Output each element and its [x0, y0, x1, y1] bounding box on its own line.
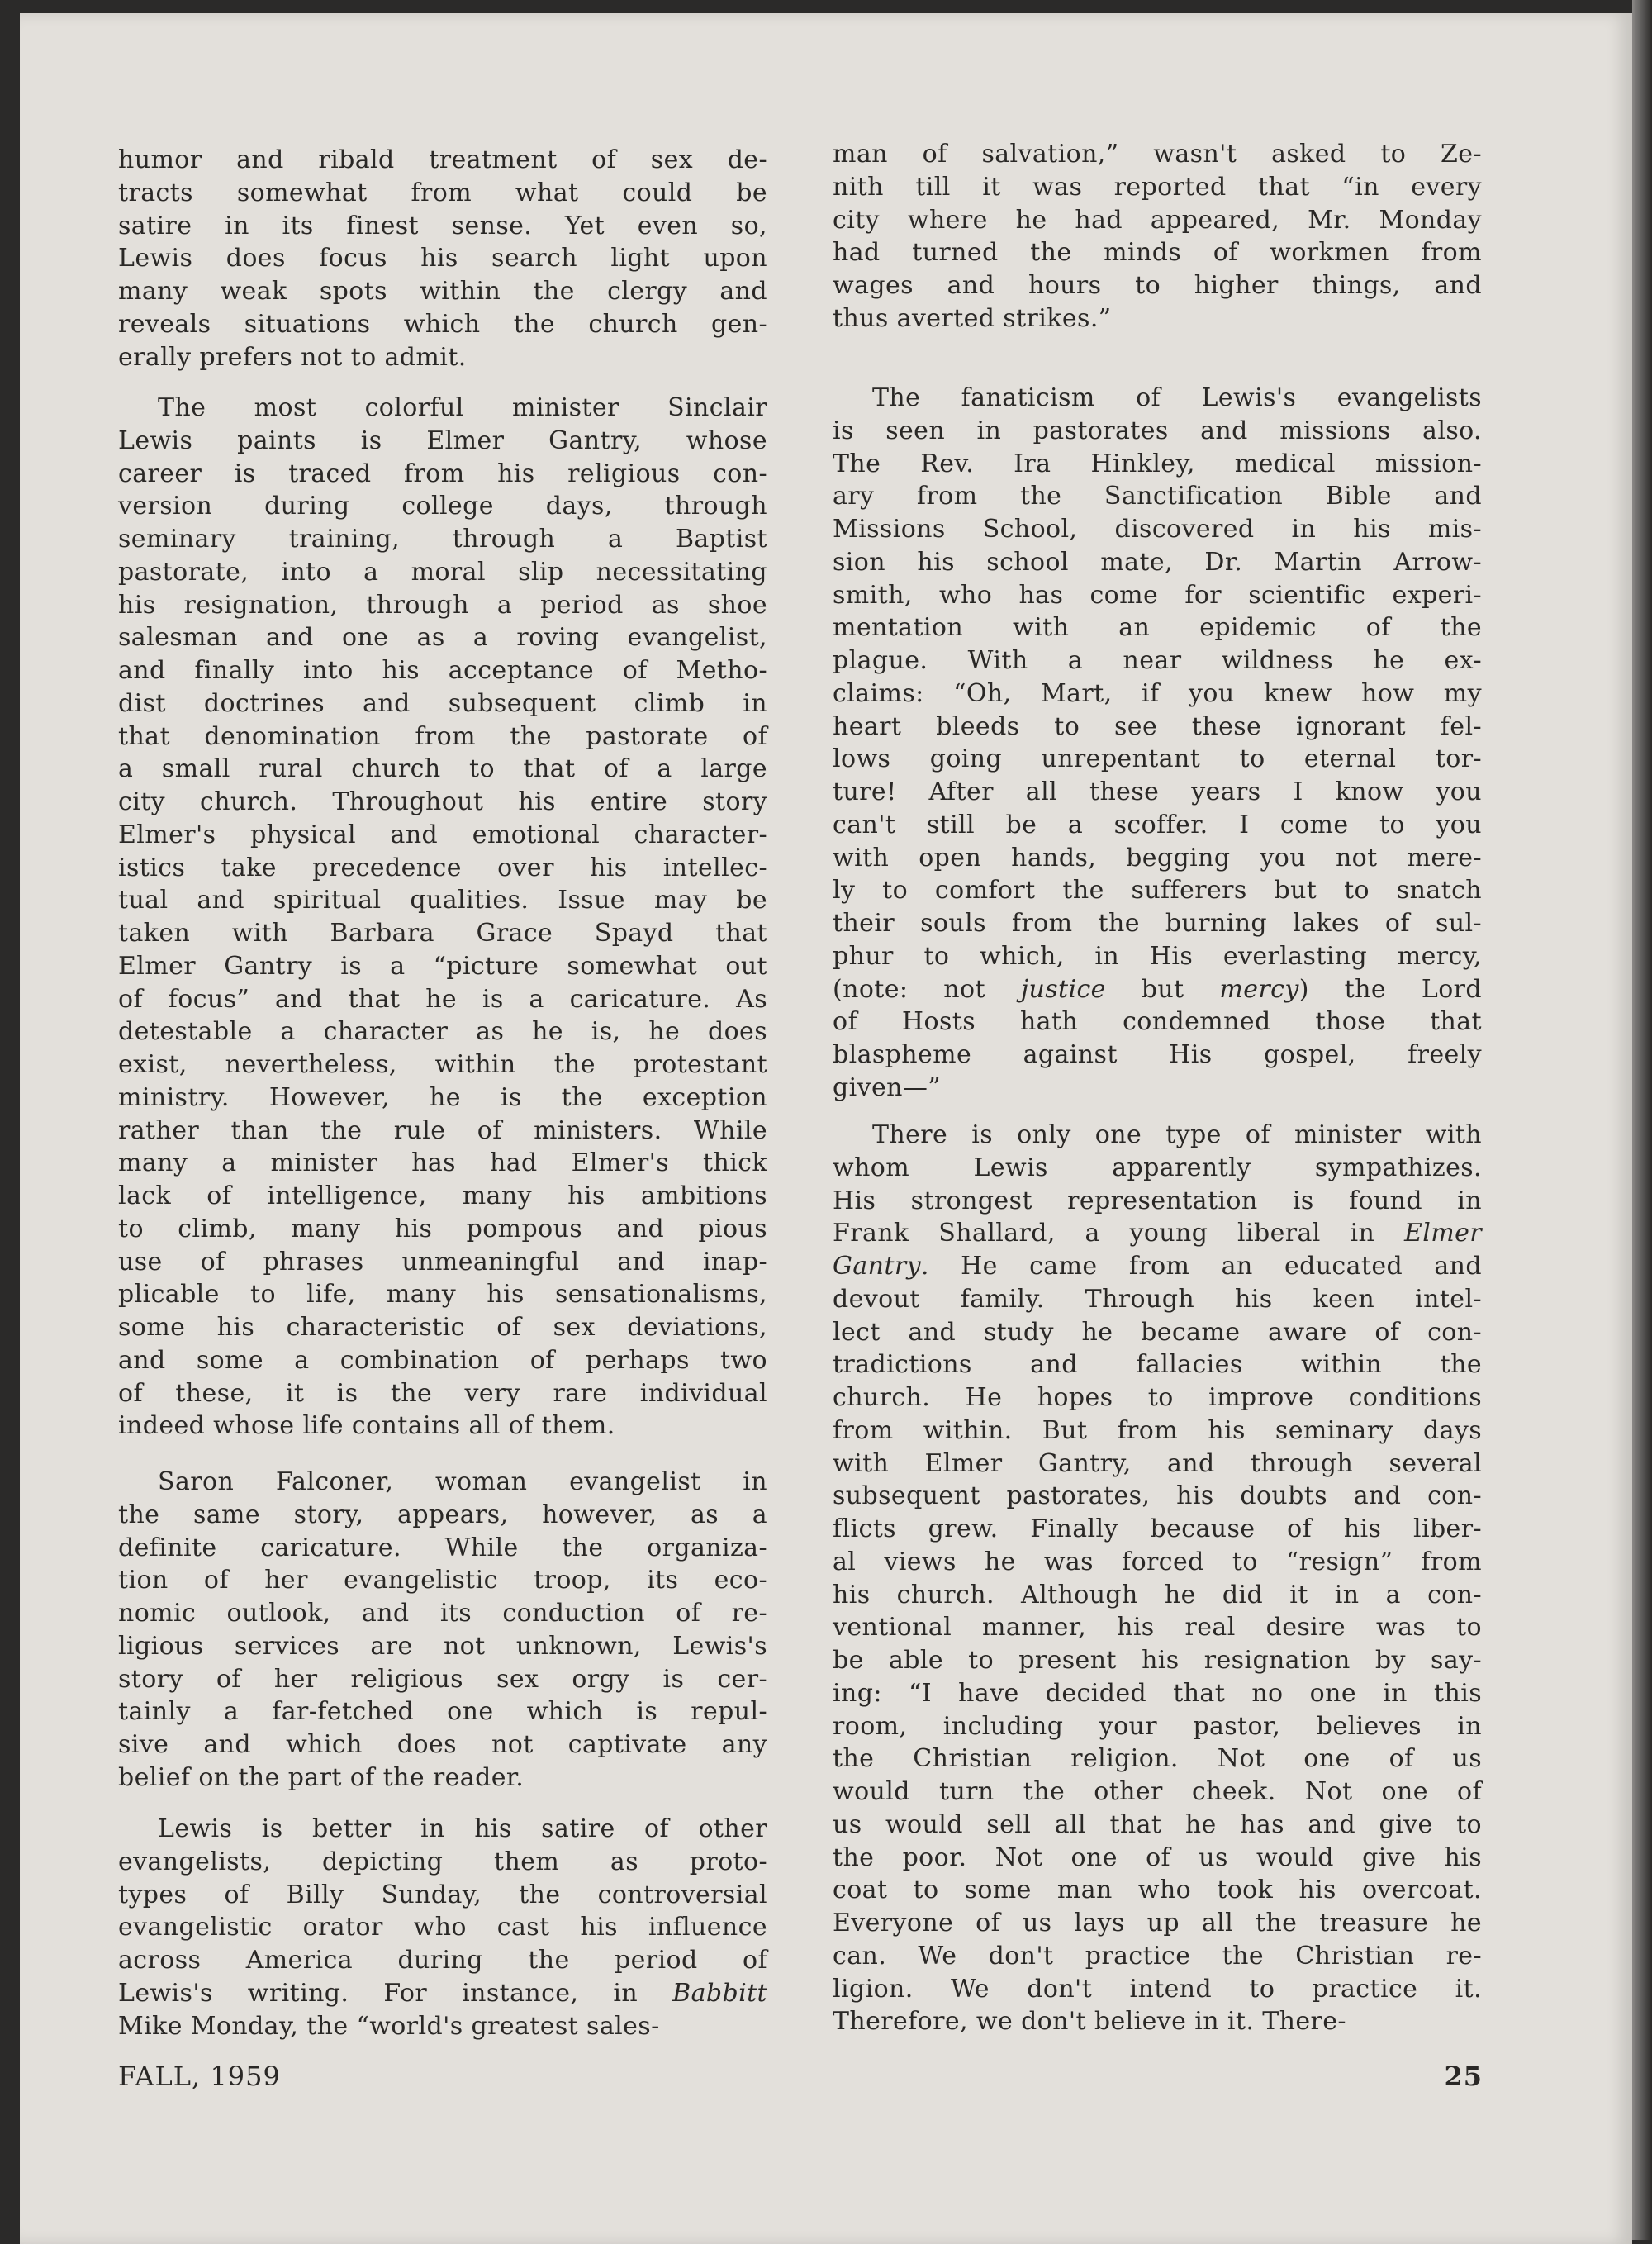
text-line: sive and which does not captivate any [118, 1730, 767, 1759]
text-line: of Hosts hath condemned those that [833, 1007, 1482, 1037]
text-line: taken with Barbara Grace Spayd that [118, 919, 767, 948]
text-line: exist, nevertheless, within the protestant [118, 1050, 767, 1079]
italic-title: Gantry [833, 1252, 921, 1281]
text-line: had turned the minds of workmen from [833, 238, 1482, 268]
text-line: evangelists, depicting them as proto- [118, 1847, 767, 1876]
text-line: mentation with an epidemic of the [833, 613, 1482, 643]
text-line: ligious services are not unknown, Lewis's [118, 1631, 767, 1661]
text-line: pastorate, into a moral slip necessitating [118, 557, 767, 587]
text-line: use of phrases unmeaningful and inap- [118, 1247, 767, 1277]
italic-title: Elmer [1403, 1219, 1482, 1248]
text-line [833, 1217, 1482, 1250]
text-segment: (note: not [833, 974, 1021, 1004]
text-line: satire in its finest sense. Yet even so, [118, 211, 767, 240]
text-line: reveals situations which the church gen- [118, 309, 767, 339]
page-number: 25 [1444, 2061, 1483, 2092]
text-line: story of her religious sex orgy is cer- [118, 1664, 767, 1694]
text-line: church. He hopes to improve conditions [833, 1383, 1482, 1412]
text-line: humor and ribald treatment of sex de- [118, 145, 767, 174]
text-line: many a minister has had Elmer's thick [118, 1148, 767, 1178]
text-line: tradictions and fallacies within the [833, 1350, 1482, 1380]
text-segment: Lewis's writing. For instance, in [118, 1978, 673, 2008]
left-paragraph-4 [118, 1813, 767, 2042]
text-line: to climb, many his pompous and pious [118, 1214, 767, 1243]
text-line: sion his school mate, Dr. Martin Arrow- [833, 547, 1482, 577]
text-line: Elmer Gantry is a “picture somewhat out [118, 951, 767, 981]
text-line: The fanaticism of Lewis's evangelists [872, 383, 1482, 412]
text-line: phur to which, in His everlasting mercy, [833, 941, 1482, 971]
text-line: erally prefers not to admit. [118, 342, 467, 372]
text-line: with open hands, begging you not mere- [833, 843, 1482, 872]
text-line: There is only one type of minister with [872, 1120, 1482, 1149]
text-line: rather than the rule of ministers. While [118, 1115, 767, 1145]
text-line: belief on the part of the reader. [118, 1762, 525, 1792]
left-paragraph-1 [118, 144, 767, 373]
text-line: ary from the Sanctification Bible and [833, 482, 1482, 511]
text-line: dist doctrines and subsequent climb in [118, 688, 767, 718]
text-line: their souls from the burning lakes of sul- [833, 909, 1482, 938]
text-line: city where he had appeared, Mr. Monday [833, 205, 1482, 235]
text-line: room, including your pastor, believes in [833, 1711, 1482, 1741]
text-line: thus averted strikes.” [833, 303, 1112, 333]
text-line: ventional manner, his real desire was to [833, 1613, 1482, 1643]
page-edge-shadow [1632, 0, 1652, 2240]
text-line [833, 1250, 1482, 1283]
text-line: ture! After all these years I know you [833, 777, 1482, 806]
text-line: heart bleeds to see these ignorant fel- [833, 711, 1482, 741]
text-segment: Frank Shallard, a young liberal in [833, 1219, 1404, 1248]
text-line: ing: “I have decided that no one in this [833, 1678, 1482, 1708]
text-line [118, 1977, 767, 2010]
text-line: the same story, appears, however, as a [118, 1500, 767, 1529]
italic-title: Babbitt [672, 1978, 767, 2008]
text-line: Elmer's physical and emotional character- [118, 820, 767, 849]
text-line: tion of her evangelistic troop, its eco- [118, 1566, 767, 1595]
text-line: wages and hours to higher things, and [833, 271, 1482, 300]
text-line: be able to present his resignation by say- [833, 1646, 1482, 1675]
text-line: tual and spiritual qualities. Issue may be [118, 886, 767, 915]
text-line: Lewis is better in his satire of other [158, 1814, 767, 1843]
text-line: The most colorful minister Sinclair [158, 393, 767, 422]
text-line: Lewis does focus his search light upon [118, 244, 767, 273]
text-line: istics take precedence over his intellec- [118, 853, 767, 882]
text-line: his resignation, through a period as shoe [118, 590, 767, 620]
text-line: given—” [833, 1072, 941, 1102]
text-line: smith, who has come for scientific experi- [833, 580, 1482, 610]
text-line: us would sell all that he has and give to [833, 1809, 1482, 1839]
text-line: whom Lewis apparently sympathizes. [833, 1153, 1482, 1182]
text-line [833, 973, 1482, 1006]
text-line: flicts grew. Finally because of his liber- [833, 1514, 1482, 1543]
text-line: career is traced from his religious con- [118, 459, 767, 488]
text-line: can't still be a scoffer. I come to you [833, 810, 1482, 839]
text-line: Everyone of us lays up all the treasure he [833, 1909, 1482, 1937]
text-line: can. We don't practice the Christian re- [833, 1941, 1482, 1971]
text-line: detestable a character as he is, he does [118, 1017, 767, 1047]
text-line: lack of intelligence, many his ambitions [118, 1181, 767, 1210]
text-line: His strongest representation is found in [833, 1186, 1482, 1215]
text-line: blaspheme against His gospel, freely [833, 1040, 1482, 1069]
text-line: ligion. We don't intend to practice it. [833, 1974, 1482, 2004]
text-line: evangelistic orator who cast his influence [118, 1913, 767, 1942]
text-line: the poor. Not one of us would give his [833, 1842, 1482, 1872]
text-line: of these, it is the very rare individual [118, 1378, 767, 1408]
text-line: al views he was forced to “resign” from [833, 1547, 1482, 1576]
text-line: with Elmer Gantry, and through several [833, 1448, 1482, 1478]
right-paragraph-2 [833, 382, 1482, 1105]
text-line: man of salvation,” wasn't asked to Ze- [833, 140, 1482, 169]
text-line: subsequent pastorates, his doubts and con- [833, 1481, 1482, 1511]
text-line: a small rural church to that of a large [118, 754, 767, 784]
text-line: tainly a far-fetched one which is repul- [118, 1697, 767, 1727]
text-line: ministry. However, he is the exception [118, 1082, 767, 1112]
text-line: plague. With a near wildness he ex- [833, 646, 1482, 675]
text-line: Saron Falconer, woman evangelist in [158, 1467, 767, 1496]
text-segment: ) the Lord [1298, 974, 1483, 1004]
text-line: the Christian religion. Not one of us [833, 1744, 1482, 1774]
issue-label: FALL, 1959 [118, 2061, 281, 2092]
text-line: coat to some man who took his overcoat. [833, 1876, 1482, 1905]
text-line: Mike Monday, the “world's greatest sales- [118, 2011, 660, 2041]
text-line: and some a combination of perhaps two [118, 1345, 767, 1375]
text-line: tracts somewhat from what could be [118, 178, 767, 207]
text-line: is seen in pastorates and missions also. [833, 416, 1482, 445]
text-line: that denomination from the pastorate of [118, 721, 767, 751]
text-line: across America during the period of [118, 1946, 767, 1975]
text-segment: . He came from an educated and [920, 1252, 1482, 1281]
text-line: lows going unrepentant to eternal tor- [833, 744, 1482, 774]
text-line: salesman and one as a roving evangelist, [118, 623, 767, 653]
text-line: Therefore, we don't believe in it. There- [833, 2007, 1346, 2037]
text-line: nomic outlook, and its conduction of re- [118, 1599, 767, 1628]
text-line: nith till it was reported that “in every [833, 172, 1482, 202]
text-line: and finally into his acceptance of Metho- [118, 656, 767, 685]
text-line: seminary training, through a Baptist [118, 525, 767, 554]
right-paragraph-3 [833, 1119, 1482, 2038]
right-paragraph-1 [833, 138, 1482, 335]
text-line: claims: “Oh, Mart, if you knew how my [833, 678, 1482, 708]
text-line: would turn the other cheek. Not one of [833, 1777, 1482, 1806]
text-line: his church. Although he did it in a con- [833, 1580, 1482, 1609]
text-line: types of Billy Sunday, the controversial [118, 1880, 767, 1909]
italic-title: mercy [1219, 974, 1299, 1004]
italic-title: justice [1020, 974, 1106, 1004]
text-line: of focus” and that he is a caricature. As [118, 984, 767, 1014]
text-line: indeed whose life contains all of them. [118, 1411, 615, 1441]
text-line: version during college days, through [118, 492, 767, 521]
text-line: many weak spots within the clergy and [118, 277, 767, 306]
text-line: city church. Throughout his entire story [118, 787, 767, 816]
text-line: devout family. Through his keen intel- [833, 1284, 1482, 1314]
text-segment: but [1105, 974, 1220, 1004]
text-line: some his characteristic of sex deviations, [118, 1313, 767, 1342]
text-line: plicable to life, many his sensationalisms, [118, 1280, 767, 1310]
text-line: The Rev. Ira Hinkley, medical mission- [833, 449, 1482, 478]
left-paragraph-2 [118, 392, 767, 1443]
text-line: Missions School, discovered in his mis- [833, 515, 1482, 544]
text-line: definite caricature. While the organiza- [118, 1533, 767, 1562]
text-line: lect and study he became aware of con- [833, 1317, 1482, 1347]
text-line: Lewis paints is Elmer Gantry, whose [118, 426, 767, 455]
text-line: ly to comfort the sufferers but to snatch [833, 876, 1482, 906]
left-paragraph-3 [118, 1466, 767, 1795]
text-line: from within. But from his seminary days [833, 1415, 1482, 1445]
